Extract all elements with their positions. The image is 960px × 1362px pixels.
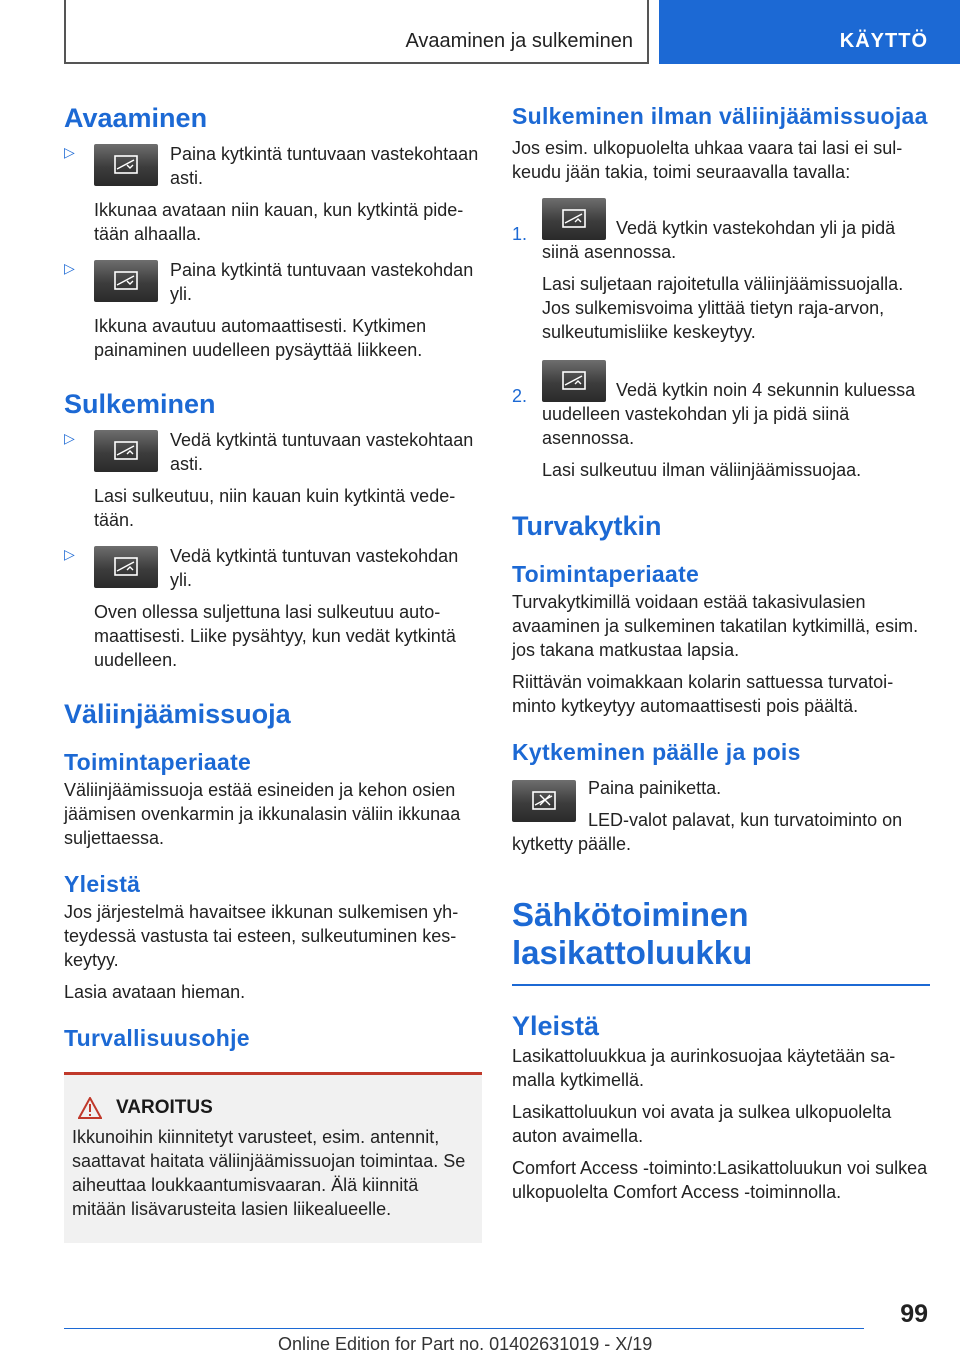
heading-lasikatto-line2: lasikattoluukku (512, 934, 753, 971)
paragraph: Väliinjäämissuoja estää esineiden ja kehon osien jäämisen ovenkarmin ja ikkunalasin väliin ikkunaa suljettaessa. (64, 780, 461, 848)
window-switch-icon (94, 430, 158, 472)
step-arrow-icon: ▷ (64, 546, 75, 562)
left-column (64, 100, 482, 1243)
window-switch-icon (542, 198, 606, 240)
subheading-toimintaperiaate: Toimintaperiaate (64, 749, 252, 775)
step-arrow-icon: ▷ (64, 144, 75, 160)
step-number: 1. (512, 224, 528, 244)
step-number: 2. (512, 386, 528, 406)
header-section-title: Avaaminen ja sulkeminen (405, 30, 633, 52)
window-switch-icon (542, 360, 606, 402)
paragraph: Jos esim. ulkopuolelta uhkaa vaara tai lasi ei sulkeudu jään takia, toimi seuraavalla tavalla: (512, 138, 903, 182)
heading-turvakytkin: Turvakytkin (512, 511, 662, 541)
step-action: Paina painiketta. (588, 778, 722, 798)
paragraph: Jos järjestelmä havaitsee ikkunan sulkemisen yhteydessä vastusta tai esteen, sulkeutuminen keskeytyy. (64, 902, 459, 970)
numbered-step (512, 196, 930, 344)
step-result: Ikkuna avautuu automaattisesti. Kytkimen painaminen uudelleen pysäyttää liikkeen. (94, 316, 427, 360)
subheading-turvallisuusohje: Turvallisuusohje (64, 1025, 250, 1051)
window-switch-icon (94, 260, 158, 302)
step-result: Lasi suljetaan rajoitetulla väliinjäämissuojalla. Jos sulkemisvoima ylittää tietyn raja-arvon, sulkeutumisliike keskeytyy. (542, 274, 904, 342)
step-arrow-icon: ▷ (64, 260, 75, 276)
step-result: Lasi sulkeutuu ilman väliinjäämissuojaa. (542, 460, 862, 480)
heading-valiinjaamissuoja: Väliinjäämissuoja (64, 699, 291, 729)
paragraph: Turvakytkimillä voidaan estää takasivulasien avaaminen ja sulkeminen takatilan kytkimillä, esim. jos takana matkustaa lapsia. (512, 592, 919, 660)
header-section-tab (64, 0, 649, 64)
step-action: Vedä kytkin vastekohdan yli ja pidä siinä asennossa. (542, 218, 896, 262)
footer-edition: Online Edition for Part no. 01402631019 - X/19 (278, 1334, 653, 1354)
footer-divider (64, 1328, 864, 1329)
warning-title: VAROITUS (116, 1097, 213, 1118)
subheading-toimintaperiaate: Toimintaperiaate (512, 561, 700, 587)
step-action: Vedä kytkintä tuntuvaan vastekohtaan asti. (170, 430, 474, 474)
step-action: Paina kytkintä tuntuvaan vastekohtaan asti. (170, 144, 479, 188)
heading-avaaminen: Avaaminen (64, 103, 208, 133)
warning-text: Ikkunoihin kiinnitetyt varusteet, esim. antennit, saattavat haitata väliinjäämissuojan toimintaa. Se aiheuttaa loukkaantumisvaaran. Älä kiinnitä mitään lisävarusteita lasien liikealueelle. (72, 1127, 466, 1219)
numbered-step (512, 358, 930, 482)
step-item (64, 258, 482, 362)
warning-triangle-icon (78, 1097, 102, 1119)
paragraph: Riittävän voimakkaan kolarin sattuessa turvatoiminto kytkeytyy automaattisesti pois päältä. (512, 672, 894, 716)
step-result: LED-valot palavat, kun turvatoiminto on kytketty päälle. (512, 810, 903, 854)
subheading-kytkeminen: Kytkeminen päälle ja pois (512, 739, 801, 765)
step-result: Ikkunaa avataan niin kauan, kun kytkintä pidetään alhaalla. (94, 200, 464, 244)
heading-lasikatto-line1: Sähkötoiminen (512, 896, 749, 933)
step-action: Vedä kytkintä tuntuvan vastekohdan yli. (170, 546, 459, 590)
heading-sulkeminen: Sulkeminen (64, 389, 216, 419)
warning-box (64, 1072, 482, 1243)
step-item (64, 428, 482, 532)
header-chapter-title: KÄYTTÖ (839, 30, 928, 52)
subheading-yleista: Yleistä (64, 871, 141, 897)
page-number: 99 (900, 1300, 928, 1328)
paragraph: Lasikattoluukkua ja aurinkosuojaa käytetään samalla kytkimellä. (512, 1046, 896, 1090)
step-arrow-icon: ▷ (64, 430, 75, 446)
right-column (512, 100, 930, 1204)
paragraph: Lasia avataan hieman. (64, 982, 246, 1002)
paragraph: Lasikattoluukun voi avata ja sulkea ulkopuolelta auton avaimella. (512, 1102, 892, 1146)
child-lock-switch-icon (512, 780, 576, 822)
step-result: Lasi sulkeutuu, niin kauan kuin kytkintä vedetään. (94, 486, 456, 530)
step-result: Oven ollessa suljettuna lasi sulkeutuu automaattisesti. Liike pysähtyy, kun vedät kytkintä uudelleen. (94, 602, 456, 670)
window-switch-icon (94, 144, 158, 186)
window-switch-icon (94, 546, 158, 588)
subheading-sulkeminen-ilman: Sulkeminen ilman väliinjäämissuojaa (512, 103, 928, 129)
heading-yleista: Yleistä (512, 1011, 600, 1041)
section-divider (512, 984, 930, 986)
step-item (64, 142, 482, 246)
step-item (64, 544, 482, 672)
step-action: Vedä kytkin noin 4 sekunnin kuluessa uudelleen vastekohdan yli ja pidä siinä asennossa. (542, 380, 916, 448)
paragraph: Comfort Access -toiminto:Lasikattoluukun voi sulkea ulkopuolelta Comfort Access -toiminnolla. (512, 1158, 928, 1202)
step-action: Paina kytkintä tuntuvaan vastekohdan yli. (170, 260, 474, 304)
header-chapter-tab (659, 0, 960, 64)
